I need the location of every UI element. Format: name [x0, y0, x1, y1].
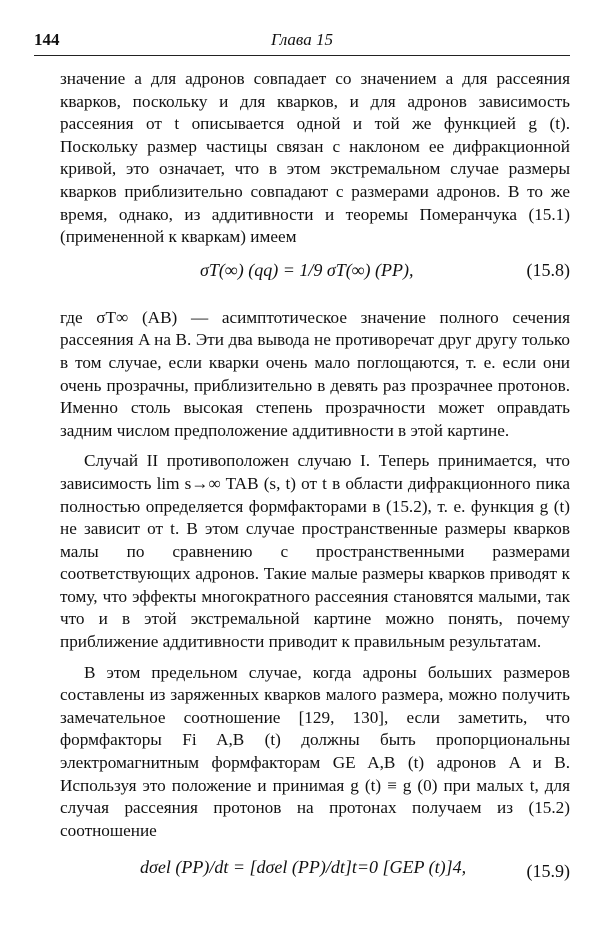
paragraph-2: где σT∞ (AB) — асимптотическое значение полного сечения рассеяния A на B. Эти два вывода не противоречат друг другу только в том случае, если кварки очень мало поглощаются, т. е. если они очень прозрачны, приблизительно в девять раз прозрачнее протонов. Именно столь высокая степень прозрачности может оправдать задним числом предположение аддитивности в этой картине.	[60, 307, 570, 440]
chapter-title: Глава 15	[271, 30, 333, 49]
equation-15-8-expression: σT(∞) (qq) = 1/9 σT(∞) (PP),	[200, 259, 414, 280]
page-body	[60, 68, 570, 908]
equation-15-8	[60, 253, 570, 301]
equation-15-9-expression: dσel (PP)/dt = [dσel (PP)/dt]t=0 [GEP (t)]4,	[140, 857, 467, 878]
paragraph-1: значение a для адронов совпадает со значением a для рассеяния кварков, поскольку и для кварков, и для адронов зависимость рассеяния от t описывается одной и той же функцией g (t). Поскольку размер частицы связан с наклоном ее дифракционной кривой, это означает, что в этом экстремальном случае размеры кварков приблизительно совпадают с размерами адронов. В то же время, однако, из аддитивности и теоремы Померанчука (15.1) (примененной к кваркам) имеем	[60, 69, 570, 247]
page-header	[34, 28, 570, 54]
page-number: 144	[34, 30, 60, 49]
paragraph-3: Случай II противоположен случаю I. Теперь принимается, что зависимость lim s→∞ TAB (s, t) от t в области дифракционного пика полностью определяется формфакторами в (15.2), т. е. функция g (t) не зависит от t. В этом случае пространственные размеры кварков малы по сравнению с пространственными размерами соответствующих адронов. Такие малые размеры кварков приводят к тому, что эффекты многократного рассеяния становятся малыми, так что и в этой экстремальной картине можно понять, почему приближение аддитивности приводит к правильным результатам.	[60, 451, 570, 652]
equation-15-9-number: (15.9)	[526, 861, 570, 882]
paragraph-4: В этом предельном случае, когда адроны больших размеров составлены из заряженных кварков малого размера, можно получить замечательное соотношение [129, 130], если заметить, что формфакторы Fi A,B (t) должны быть пропорциональны электромагнитным формфакторам GE A,B (t) адронов A и B. Используя это положение и принимая g (t) ≡ g (0) при малых t, для случая рассеяния протонов на протонах получаем из (15.2) соотношение	[60, 662, 570, 840]
equation-15-8-number: (15.8)	[526, 259, 570, 280]
equation-15-9	[60, 846, 570, 902]
header-rule	[34, 55, 570, 56]
